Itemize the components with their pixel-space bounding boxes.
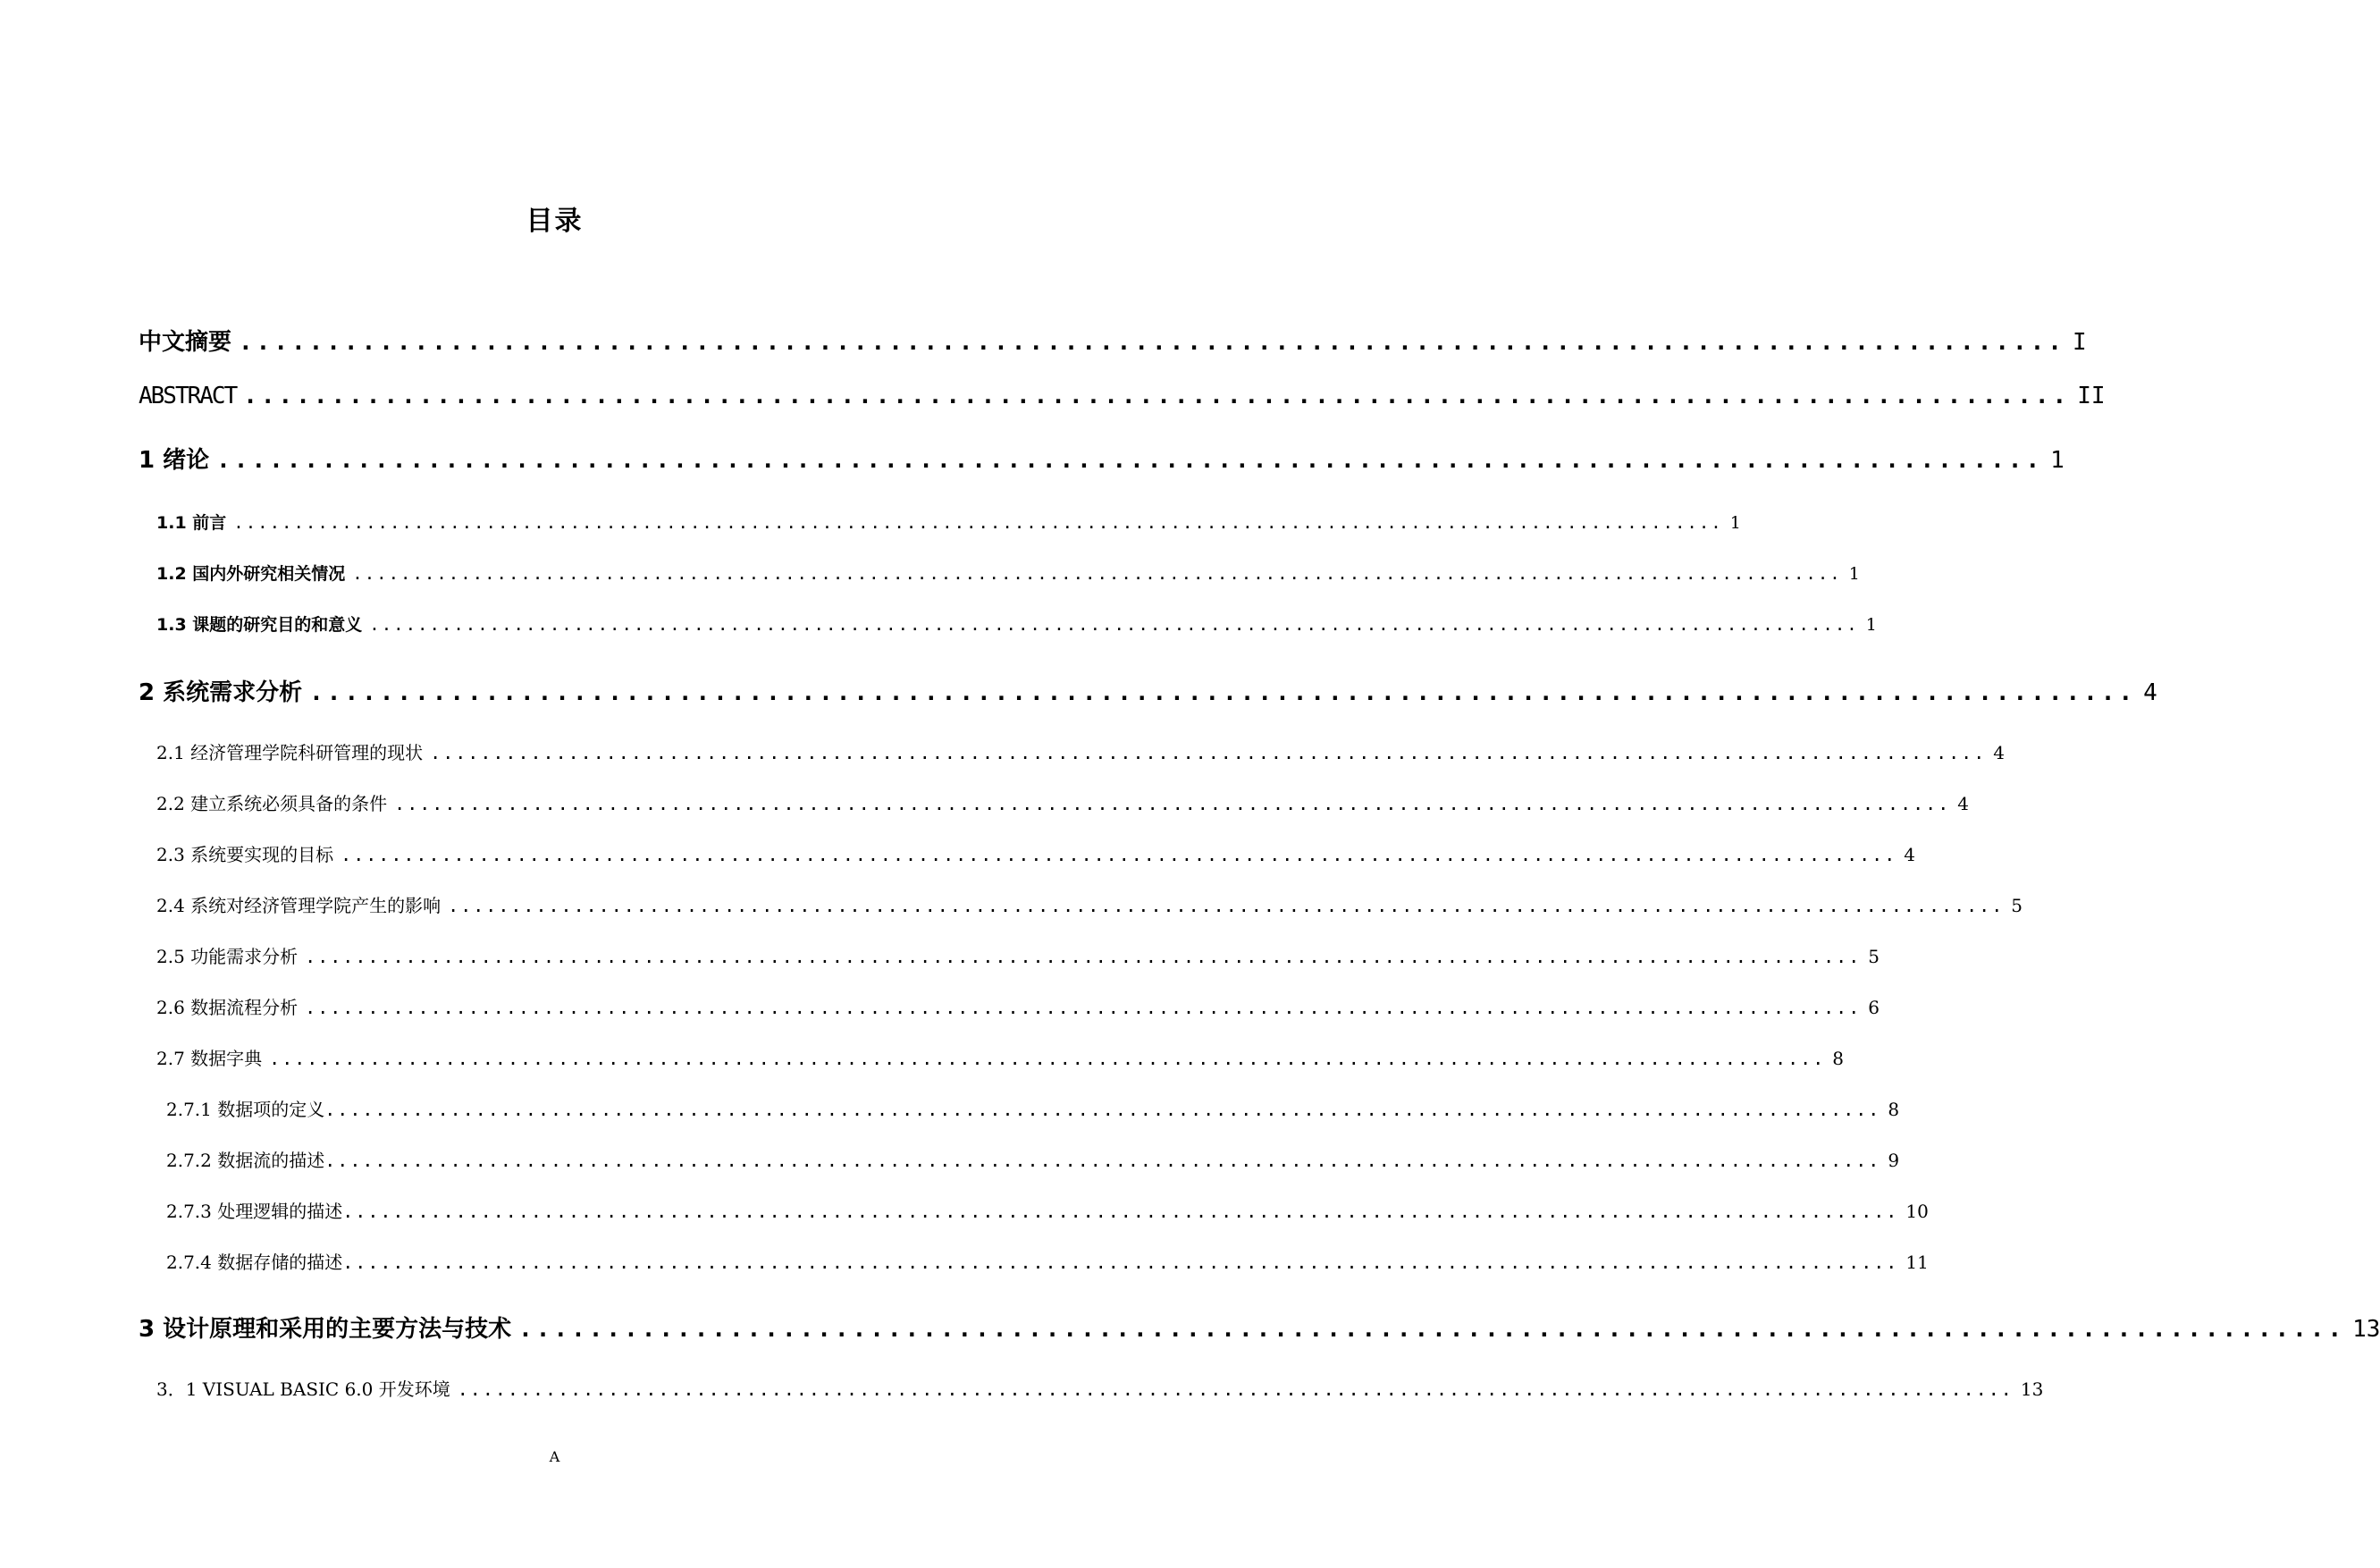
page-footer: A bbox=[549, 1448, 560, 1465]
toc-entry-page: 4 bbox=[1904, 844, 1915, 865]
toc-entry-1-2[interactable] bbox=[156, 561, 1860, 585]
dot-leader: ............................................................................................................................ bbox=[352, 564, 1842, 584]
toc-entry-page: 8 bbox=[1888, 1099, 1900, 1120]
toc-entry-page: 8 bbox=[1832, 1048, 1844, 1069]
toc-entry-page: 1 bbox=[2050, 447, 2065, 474]
toc-entry-label: ABSTRACT bbox=[139, 383, 237, 409]
toc-entry-page: 10 bbox=[1905, 1201, 1929, 1222]
toc-entry-page: 5 bbox=[2011, 895, 2023, 916]
dot-leader: ............................................................................................................................ bbox=[369, 615, 1859, 635]
dot-leader: ............................................................................................................................ bbox=[457, 1378, 2014, 1400]
dot-leader: ............................................................................................................................ bbox=[324, 1099, 1881, 1120]
dot-leader: ........................................................................................................ bbox=[518, 1316, 2346, 1343]
toc-entry-label: 2.3 系统要实现的目标 bbox=[156, 844, 334, 865]
toc-entry-1-1[interactable] bbox=[156, 510, 1741, 534]
dot-leader: ............................................................................................................................ bbox=[305, 997, 1862, 1018]
toc-entry-3-1[interactable] bbox=[156, 1375, 2044, 1401]
dot-leader: ............................................................................................................................ bbox=[342, 1252, 1899, 1273]
toc-entry-label: 2.1 经济管理学院科研管理的现状 bbox=[156, 742, 424, 763]
toc-entry-abstract[interactable] bbox=[139, 383, 2106, 409]
toc-entry-page: 13 bbox=[2020, 1378, 2044, 1400]
toc-entry-2-3[interactable] bbox=[156, 840, 1915, 866]
toc-entry-page: I bbox=[2072, 329, 2087, 356]
toc-entry-chapter-3[interactable] bbox=[139, 1311, 2380, 1344]
toc-entry-label: 3 设计原理和采用的主要方法与技术 bbox=[139, 1316, 512, 1343]
toc-title: 目录 bbox=[526, 206, 584, 237]
toc-entry-label: 2.7.2 数据流的描述 bbox=[166, 1150, 325, 1171]
toc-entry-2-7-1[interactable] bbox=[166, 1095, 1900, 1121]
toc-entry-2-7[interactable] bbox=[156, 1044, 1844, 1070]
dot-leader: ............................................................................................................................ bbox=[324, 1150, 1881, 1171]
toc-entry-2-6[interactable] bbox=[156, 993, 1880, 1019]
toc-entry-label: 1.1 前言 bbox=[156, 513, 227, 533]
toc-entry-2-7-3[interactable] bbox=[166, 1197, 1929, 1223]
toc-entry-chapter-2[interactable] bbox=[139, 674, 2157, 707]
toc-entry-label: 2.7.4 数据存储的描述 bbox=[166, 1252, 343, 1273]
toc-entry-label: 2.2 建立系统必须具备的条件 bbox=[156, 793, 388, 814]
dot-leader: ........................................................................................................ bbox=[239, 329, 2065, 356]
toc-entry-page: 11 bbox=[1905, 1252, 1929, 1273]
toc-entry-2-7-4[interactable] bbox=[166, 1248, 1929, 1274]
toc-entry-page: 9 bbox=[1888, 1150, 1900, 1171]
toc-entry-page: 5 bbox=[1868, 946, 1880, 967]
toc-entry-label: 2.7 数据字典 bbox=[156, 1048, 263, 1069]
toc-entry-2-5[interactable] bbox=[156, 942, 1880, 968]
toc-entry-page: 4 bbox=[2143, 679, 2157, 706]
toc-entry-label: 1.3 课题的研究目的和意义 bbox=[156, 615, 363, 635]
dot-leader: ............................................................................................................................ bbox=[269, 1048, 1826, 1069]
toc-entry-1-3[interactable] bbox=[156, 611, 1877, 636]
toc-entry-2-2[interactable] bbox=[156, 789, 1969, 815]
dot-leader: ............................................................................................................................ bbox=[448, 895, 2005, 916]
dot-leader: ............................................................................................................................ bbox=[430, 742, 1987, 763]
toc-entry-label: 2.7.1 数据项的定义 bbox=[166, 1099, 325, 1120]
dot-leader: ........................................................................................................ bbox=[216, 447, 2044, 474]
toc-entry-page: 1 bbox=[1865, 615, 1877, 635]
toc-entry-chapter-1[interactable] bbox=[139, 442, 2065, 475]
toc-entry-page: 1 bbox=[1848, 564, 1860, 584]
dot-leader: ............................................................................................................................ bbox=[342, 1201, 1899, 1222]
toc-entry-label: 2.7.3 处理逻辑的描述 bbox=[166, 1201, 343, 1222]
toc-entry-page: 13 bbox=[2352, 1316, 2380, 1343]
dot-leader: ............................................................................................................................ bbox=[341, 844, 1897, 865]
toc-entry-label: 3．1 VISUAL BASIC 6.0 开发环境 bbox=[156, 1378, 450, 1400]
dot-leader: ........................................................................................................ bbox=[243, 383, 2071, 409]
toc-entry-page: 4 bbox=[1957, 793, 1969, 814]
dot-leader: ............................................................................................................................ bbox=[394, 793, 1951, 814]
toc-entry-label: 2.5 功能需求分析 bbox=[156, 946, 299, 967]
toc-entry-page: 4 bbox=[1993, 742, 2005, 763]
toc-entry-page: 1 bbox=[1729, 513, 1741, 533]
toc-entry-label: 2.6 数据流程分析 bbox=[156, 997, 299, 1018]
toc-entry-label: 2.4 系统对经济管理学院产生的影响 bbox=[156, 895, 442, 916]
dot-leader: ............................................................................................................................ bbox=[305, 946, 1862, 967]
toc-entry-label: 1.2 国内外研究相关情况 bbox=[156, 564, 346, 584]
toc-entry-2-1[interactable] bbox=[156, 738, 2005, 764]
toc-entry-chinese-abstract[interactable] bbox=[139, 324, 2087, 357]
toc-entry-2-4[interactable] bbox=[156, 891, 2023, 917]
toc-entry-label: 1 绪论 bbox=[139, 447, 210, 474]
toc-entry-label: 中文摘要 bbox=[139, 329, 232, 356]
toc-entry-label: 2 系统需求分析 bbox=[139, 679, 303, 706]
toc-entry-page: 6 bbox=[1868, 997, 1880, 1018]
dot-leader: ............................................................................................................................ bbox=[233, 513, 1723, 533]
toc-entry-2-7-2[interactable] bbox=[166, 1146, 1900, 1172]
toc-entry-page: II bbox=[2077, 383, 2106, 409]
dot-leader: ........................................................................................................ bbox=[309, 679, 2137, 706]
